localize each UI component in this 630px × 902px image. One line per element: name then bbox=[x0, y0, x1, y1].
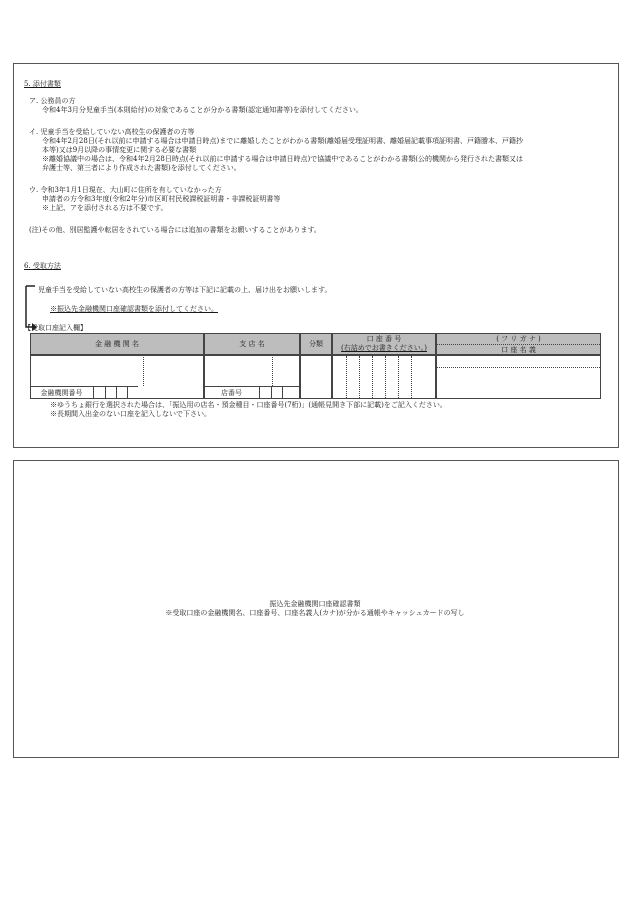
item-u-text-2: ※上記、アを添付される方は不要です。 bbox=[42, 204, 168, 212]
account-digit[interactable] bbox=[346, 356, 359, 398]
attach-area-title: 振込先金融機関口座確認書類 bbox=[269, 600, 361, 608]
branch-code-digit[interactable] bbox=[271, 387, 282, 399]
item-i-title: イ. 児童手当を受給していない高校生の保護者の方等 bbox=[29, 128, 195, 136]
bank-code-label bbox=[30, 386, 94, 399]
bank-code-digit[interactable] bbox=[94, 387, 105, 399]
item-i-text-3: ※離婚協議中の場合は、令和4年2月28日時点(それ以前に申請する場合は申請日時点)で協議中であることがわかる書類(公的機関から発行された書類又は bbox=[42, 155, 524, 163]
holder-header bbox=[436, 333, 601, 355]
account-digit[interactable] bbox=[372, 356, 385, 398]
bank-code-digit[interactable] bbox=[127, 387, 138, 399]
bank-code-digit[interactable] bbox=[116, 387, 127, 399]
section6-attach-note: ※振込先金融機関口座確認書類を添付してください。 bbox=[50, 305, 218, 313]
branch-code-digit[interactable] bbox=[282, 387, 293, 399]
yucho-note: ※ゆうちょ銀行を選択された場合は、「振込用の店名・預金種目・口座番号(7桁)」(通帳見開き下部に記載)をご記入ください。 bbox=[50, 401, 447, 409]
attach-area-description: ※受取口座の金融機関名、口座番号、口座名義人(カナ)が分かる通帳やキャッシュカードの写し bbox=[165, 609, 465, 617]
branch-name-header-text: 支 店 名 bbox=[239, 340, 265, 348]
account-digit[interactable] bbox=[359, 356, 372, 398]
account-digit[interactable] bbox=[411, 356, 424, 398]
bank-name-header-text: 金 融 機 関 名 bbox=[95, 340, 139, 348]
account-entry-label: 【受取口座記入欄】 bbox=[24, 324, 87, 332]
section6-title: 6. 受取方法 bbox=[24, 262, 61, 270]
account-number-header-text: 口 座 番 号 bbox=[366, 335, 402, 343]
account-number-header bbox=[332, 333, 436, 355]
item-a-title: ア. 公務員の方 bbox=[29, 97, 76, 105]
section6-instruction: 児童手当を受給していない高校生の保護者の方等は下記に記載の上、届け出をお願いします。 bbox=[38, 286, 332, 294]
branch-code-boxes[interactable] bbox=[260, 386, 300, 399]
account-digit[interactable] bbox=[333, 356, 346, 398]
holder-field[interactable] bbox=[436, 355, 601, 399]
dormant-account-note: ※長期間入出金のない口座を記入しないで下さい。 bbox=[50, 410, 211, 418]
item-u-title: ウ. 令和3年1月1日現在、大山町に住所を有していなかった方 bbox=[29, 186, 222, 194]
item-a-text: 令和4年3月分児童手当(本則給付)の対象であることが分かる書類(認定通知書等)を添付してください。 bbox=[42, 106, 363, 114]
furigana-header: ( フ リ ガ ナ ) bbox=[437, 334, 600, 345]
section5-note: (注)その他、別居監護や転居をされている場合には追加の書類をお願いすることがあります。 bbox=[29, 226, 321, 234]
branch-code-label-text: 店番号 bbox=[221, 389, 242, 397]
account-number-note: (右詰めでお書きください。) bbox=[341, 344, 427, 353]
account-digit[interactable] bbox=[398, 356, 411, 398]
branch-code-digit[interactable] bbox=[260, 387, 271, 399]
account-number-field[interactable] bbox=[332, 355, 436, 399]
type-field[interactable] bbox=[300, 355, 332, 399]
type-header-text: 分類 bbox=[309, 340, 323, 348]
branch-code-label bbox=[204, 386, 260, 399]
branch-name-header bbox=[204, 333, 300, 355]
holder-header-text: 口 座 名 義 bbox=[501, 346, 536, 354]
bank-code-digit[interactable] bbox=[105, 387, 116, 399]
bank-code-boxes[interactable] bbox=[94, 386, 138, 399]
holder-furigana-field[interactable] bbox=[437, 356, 600, 368]
branch-name-divider bbox=[272, 355, 273, 386]
section5-title: 5. 添付書類 bbox=[24, 80, 61, 88]
item-u-text-1: 申請者の方令和3年度(令和2年分)市区町村民税課税証明書・非課税証明書等 bbox=[42, 195, 281, 203]
item-i-text-1: 令和4年2月28日(それ以前に申請する場合は申請日時点)までに離婚したことがわかる書類(離婚届受理証明書、離婚届記載事項証明書、戸籍謄本、戸籍抄 bbox=[42, 137, 524, 145]
bank-code-label-text: 金融機関番号 bbox=[40, 389, 83, 397]
type-header bbox=[300, 333, 332, 355]
account-digit[interactable] bbox=[385, 356, 398, 398]
bank-name-header bbox=[30, 333, 204, 355]
item-i-text-4: 弁護士等、第三者により作成された書類)を添付してください。 bbox=[42, 164, 241, 172]
item-i-text-2: 本等)又は9月以降の事情変更に関する必要な書類 bbox=[42, 146, 197, 154]
bank-name-divider bbox=[143, 355, 144, 386]
